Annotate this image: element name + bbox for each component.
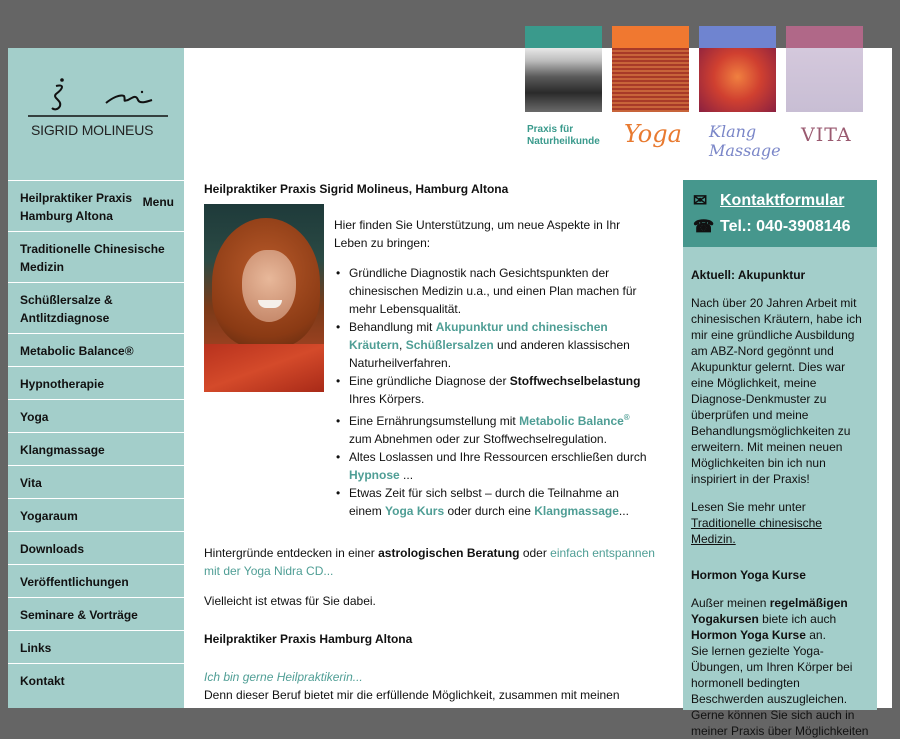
tile-band [525,26,602,48]
main-content [204,180,654,518]
news-body-akupunktur: Nach über 20 Jahren Arbeit mit chinesischen Kräutern, habe ich mir eine gründliche Ausbildung am ABZ-Nord gegönnt und Akupunktur gelernt. Dies war eine Möglichkeit, meine Diagnose-Denkmuster zu überprüfen und meine Behandlungsmöglichkeiten zu erweitern. Mit meinen neuen Möglichkeiten bin ich nun inspiriert in der Praxis! [691,296,862,486]
tile-band [786,26,863,48]
sidebar-item-heilpraktiker-praxis[interactable] [8,180,184,231]
phone-icon: ☎ [693,217,715,236]
tile-label-klangmassage[interactable]: Klang Massage [709,122,781,160]
sidebar-item-downloads[interactable] [8,531,184,564]
services-list [334,264,654,520]
main-lower [204,544,674,704]
contact-box [683,180,877,247]
phone-row [693,214,867,240]
yoga-image [612,48,689,112]
tile-naturheilkunde[interactable] [525,26,602,112]
sidebar-item-label: Hypnotherapie [20,377,105,391]
tile-klangmassage[interactable] [699,26,776,112]
yoga-nidra-cd-link[interactable]: einfach entspannen mit der Yoga Nidra CD... [204,546,655,578]
sidebar-item-yoga[interactable] [8,399,184,432]
sidebar [8,48,184,708]
signature-logo-icon [28,76,168,126]
intro-text: Hier finden Sie Unterstützung, um neue Aspekte in Ihr Leben zu bringen: [334,218,621,250]
sidebar-item-tcm[interactable] [8,231,184,282]
yoga-kurs-link[interactable]: Yoga Kurs [385,504,445,518]
tile-label-naturheilkunde[interactable]: Praxis für Naturheilkunde [527,124,600,147]
list-item: • Eine Ernährungsumstellung mit Metabolic Balance® zum Abnehmen oder zur Stoffwechselregulation. [334,412,654,448]
body-text: Denn dieser Beruf bietet mir die erfüllende Möglichkeit, zusammen mit meinen [204,688,620,702]
tile-band [699,26,776,48]
section-title: Heilpraktiker Praxis Hamburg Altona [204,632,413,646]
background-paragraph: Hintergründe entdecken in einer astrologischen Beratung oder einfach entspannen mit der Yoga Nidra CD... [204,546,655,578]
list-item: • Altes Loslassen und Ihre Ressourcen erschließen durch Hypnose ... [334,448,654,484]
menu-toggle[interactable]: Menu [142,195,174,209]
sidebar-nav [8,180,184,696]
metabolic-balance-link[interactable]: Metabolic Balance® [519,413,630,428]
sidebar-item-label: Vita [20,476,42,490]
sidebar-item-schuesslersalze[interactable] [8,282,184,333]
sidebar-item-label: Veröffentlichungen [20,575,129,589]
envelope-icon: ✉ [693,191,708,210]
right-sidebar [683,180,877,738]
sidebar-item-label: Metabolic Balance® [20,344,134,358]
sidebar-item-veroeffentlichungen[interactable] [8,564,184,597]
sidebar-item-label: Links [20,641,52,655]
klangmassage-image [699,48,776,112]
italic-lead: Ich bin gerne Heilpraktikerin... [204,670,363,684]
sidebar-item-label: Downloads [20,542,85,556]
list-item: • Behandlung mit Akupunktur und chinesischen Kräutern, Schüßlersalzen und anderen klassischen Naturheilverfahren. [334,318,654,372]
list-item: • Gründliche Diagnostik nach Gesichtspunkten der chinesischen Medizin u.a., und einen Plan machen für mehr Lebensqualität. [334,264,654,318]
tcm-link[interactable]: Traditionelle chinesische Medizin. [691,516,822,546]
phone-number[interactable]: Tel.: 040-3908146 [720,218,851,235]
sidebar-item-label: Kontakt [20,674,65,688]
list-item: • Eine gründliche Diagnose der Stoffwechselbelastung Ihres Körpers. [334,372,654,408]
maybe-text: Vielleicht ist etwas für Sie dabei. [204,594,376,608]
contact-form-link[interactable]: Kontaktformular [720,192,845,209]
sidebar-item-vita[interactable] [8,465,184,498]
logo[interactable] [28,76,168,146]
news-body-hormon-yoga-2: Sie lernen gezielte Yoga-Übungen, um Ihren Körper bei hormonell bedingten Beschwerden auszugleichen. [691,644,853,706]
sidebar-item-label: Yoga [20,410,49,424]
vita-image [786,48,863,112]
sidebar-item-links[interactable] [8,630,184,663]
list-item: • Etwas Zeit für sich selbst – durch die Teilnahme an einem Yoga Kurs oder durch eine Klangmassage... [334,484,654,520]
sidebar-item-label: Yogaraum [20,509,78,523]
sidebar-item-klangmassage[interactable] [8,432,184,465]
portrait-photo [204,204,324,392]
sidebar-item-hypnotherapie[interactable] [8,366,184,399]
sidebar-item-label: Klangmassage [20,443,105,457]
news-body-hormon-yoga: Außer meinen regelmäßigen Yogakursen biete ich auch Hormon Yoga Kurse an. [691,596,848,642]
sidebar-item-yogaraum[interactable] [8,498,184,531]
logo-text: SIGRID MOLINEUS [31,122,154,138]
page-title: Heilpraktiker Praxis Sigrid Molineus, Hamburg Altona [204,182,509,196]
klangmassage-link[interactable]: Klangmassage [534,504,619,518]
sidebar-item-label: Heilpraktiker Praxis Hamburg Altona [20,191,133,223]
news-panel [683,267,877,739]
ocean-image [525,48,602,112]
tile-label-yoga[interactable]: Yoga [624,120,682,148]
news-title-hormon-yoga: Hormon Yoga Kurse [691,568,806,582]
read-more-text: Lesen Sie mehr unter [691,500,806,514]
contact-form-row [693,188,867,214]
sidebar-item-label: Traditionelle Chinesische Medizin [20,242,165,274]
sidebar-item-seminare[interactable] [8,597,184,630]
tile-vita[interactable] [786,26,863,112]
news-body-hormon-yoga-3: Gerne können Sie sich auch in meiner Praxis über Möglichkeiten [691,708,869,738]
akupunktur-link[interactable]: Akupunktur und chinesischen Kräutern [349,320,608,352]
news-title-akupunktur: Aktuell: Akupunktur [691,268,806,282]
tile-band [612,26,689,48]
hypnose-link[interactable]: Hypnose [349,468,400,482]
schuesslersalze-link[interactable]: Schüßlersalzen [405,338,494,352]
sidebar-item-label: Seminare & Vorträge [20,608,138,622]
sidebar-item-metabolic-balance[interactable] [8,333,184,366]
tile-yoga[interactable] [612,26,689,112]
sidebar-item-label: Schüßlersalze & Antlitzdiagnose [20,293,113,325]
tile-label-vita[interactable]: VITA [801,124,852,146]
sidebar-item-kontakt[interactable] [8,663,184,696]
